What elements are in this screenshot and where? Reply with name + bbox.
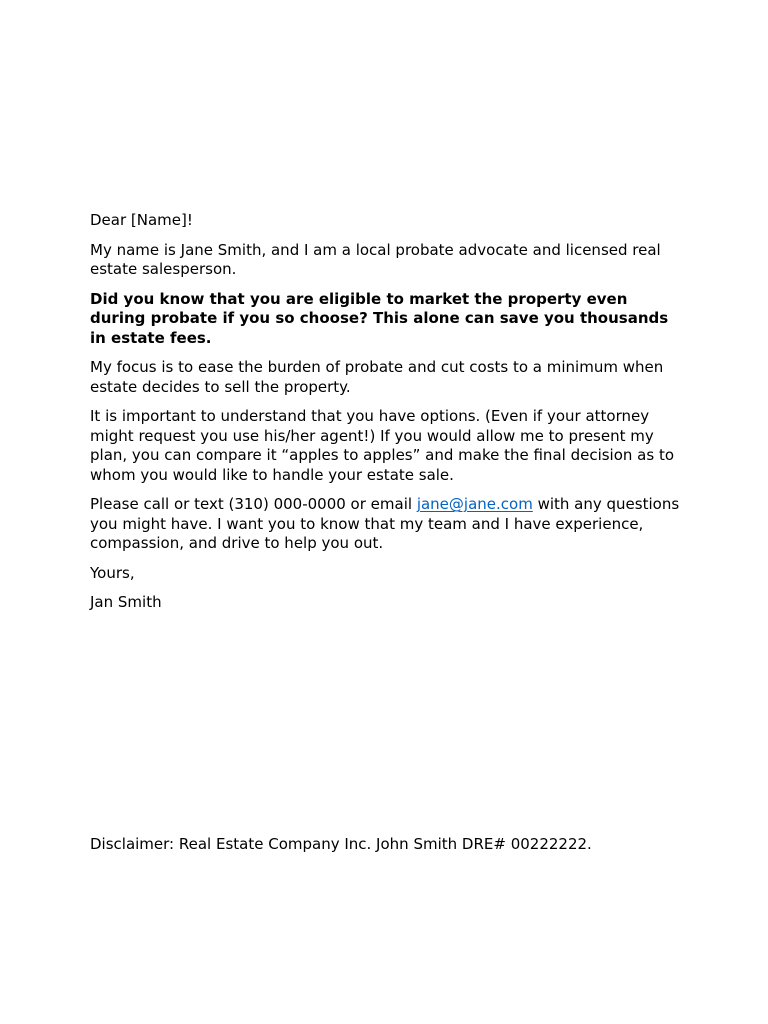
focus-paragraph: My focus is to ease the burden of probate and cut costs to a minimum when estate decides to sell the property. — [90, 358, 664, 396]
highlight-paragraph: Did you know that you are eligible to market the property even during probate if you so choose? This alone can save you thousands in estate fees. — [90, 289, 669, 347]
contact-text-after: with any questions you might have. I want you to know that my team and I have experience, compassion, and drive to help you out. — [90, 495, 680, 552]
disclaimer: Disclaimer: Real Estate Company Inc. John Smith DRE# 00222222. — [90, 835, 592, 853]
contact-paragraph — [90, 495, 682, 554]
intro-paragraph: My name is Jane Smith, and I am a local probate advocate and licensed real estate salesperson. — [90, 240, 661, 278]
email-link[interactable]: jane@jane.com — [416, 495, 533, 513]
greeting: Dear [Name]! — [90, 211, 193, 229]
signature: Jan Smith — [90, 593, 162, 611]
closing: Yours, — [90, 563, 135, 582]
letter-body — [90, 211, 682, 623]
contact-text-before: Please call or text (310) 000-0000 or email — [90, 495, 417, 513]
options-paragraph: It is important to understand that you have options. (Even if your attorney might request you use his/her agent!) If you would allow me to present my plan, you can compare it “apples to apples” and make the final decision as to whom you would like to handle your estate sale. — [90, 407, 675, 484]
